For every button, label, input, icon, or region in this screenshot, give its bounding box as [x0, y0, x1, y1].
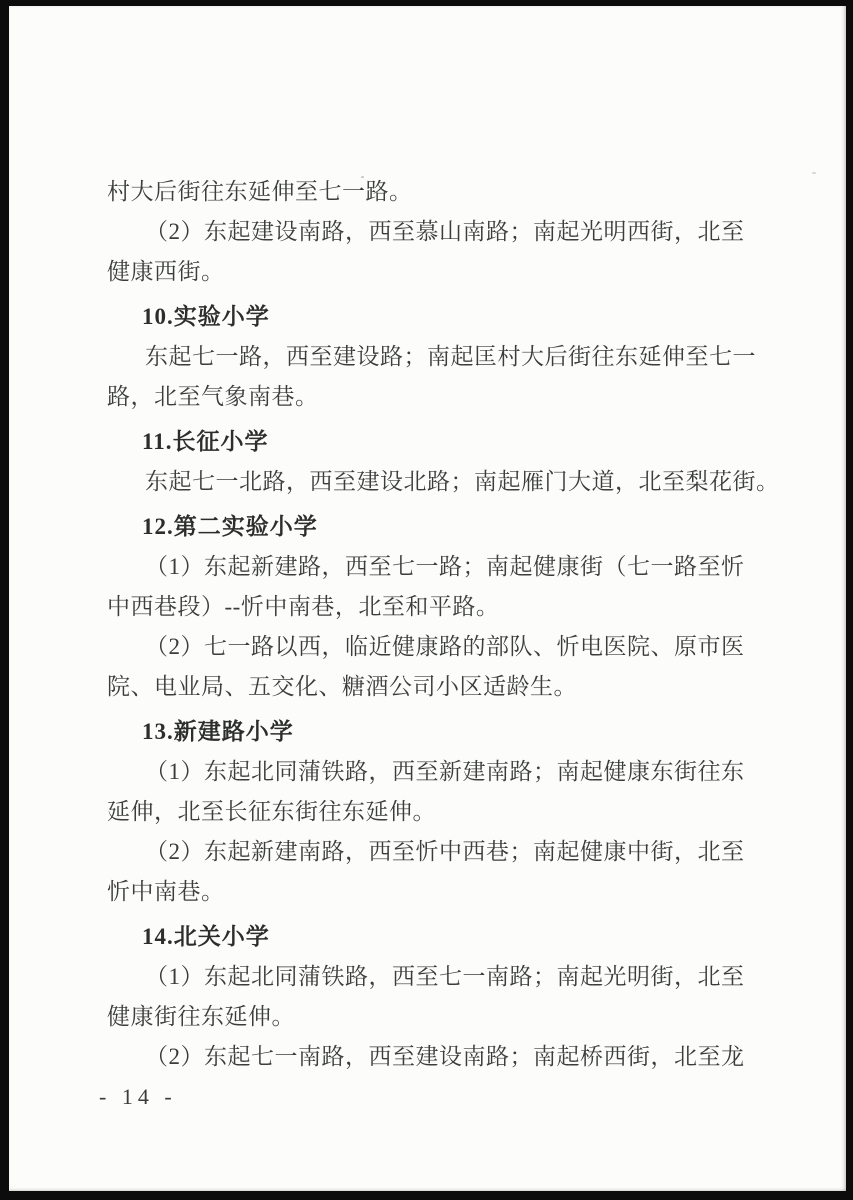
text-line: 路，北至气象南巷。 — [107, 384, 319, 409]
scanned-document-page — [9, 6, 846, 1191]
section-heading-12: 12.第二实验小学 — [142, 514, 318, 539]
text-line: （2）七一路以西，临近健康路的部队、忻电医院、原市医 — [145, 634, 745, 659]
scan-speck — [812, 172, 816, 174]
text-line: 东起七一北路，西至建设北路；南起雁门大道，北至梨花街。 — [145, 469, 780, 494]
text-line: 健康街往东延伸。 — [107, 1004, 295, 1029]
text-line: 健康西街。 — [107, 259, 225, 284]
text-line: 东起七一路，西至建设路；南起匡村大后街往东延伸至七一 — [145, 344, 756, 369]
section-heading-10: 10.实验小学 — [142, 304, 270, 329]
section-heading-14: 14.北关小学 — [142, 924, 270, 949]
text-line: 中西巷段）--忻中南巷，北至和平路。 — [107, 594, 500, 619]
text-line: （2）东起新建南路，西至忻中西巷；南起健康中街，北至 — [145, 839, 745, 864]
section-heading-11: 11.长征小学 — [142, 429, 269, 454]
text-line: 村大后街往东延伸至七一路。 — [107, 179, 413, 204]
text-line: （1）东起北同蒲铁路，西至新建南路；南起健康东街往东 — [145, 759, 745, 784]
text-line: （1）东起新建路，西至七一路；南起健康街（七一路至忻 — [145, 554, 745, 579]
section-heading-13: 13.新建路小学 — [142, 719, 294, 744]
text-line: （2）东起建设南路，西至慕山南路；南起光明西街，北至 — [145, 219, 745, 244]
text-line: 忻中南巷。 — [107, 879, 225, 904]
page-number: - 14 - — [99, 1084, 177, 1109]
text-line: （1）东起北同蒲铁路，西至七一南路；南起光明街，北至 — [145, 964, 745, 989]
text-line: 院、电业局、五交化、糖酒公司小区适龄生。 — [107, 674, 577, 699]
text-line: （2）东起七一南路，西至建设南路；南起桥西街，北至龙 — [145, 1044, 745, 1069]
document-body-text — [107, 172, 797, 1077]
text-line: 延伸，北至长征东街往东延伸。 — [107, 799, 436, 824]
